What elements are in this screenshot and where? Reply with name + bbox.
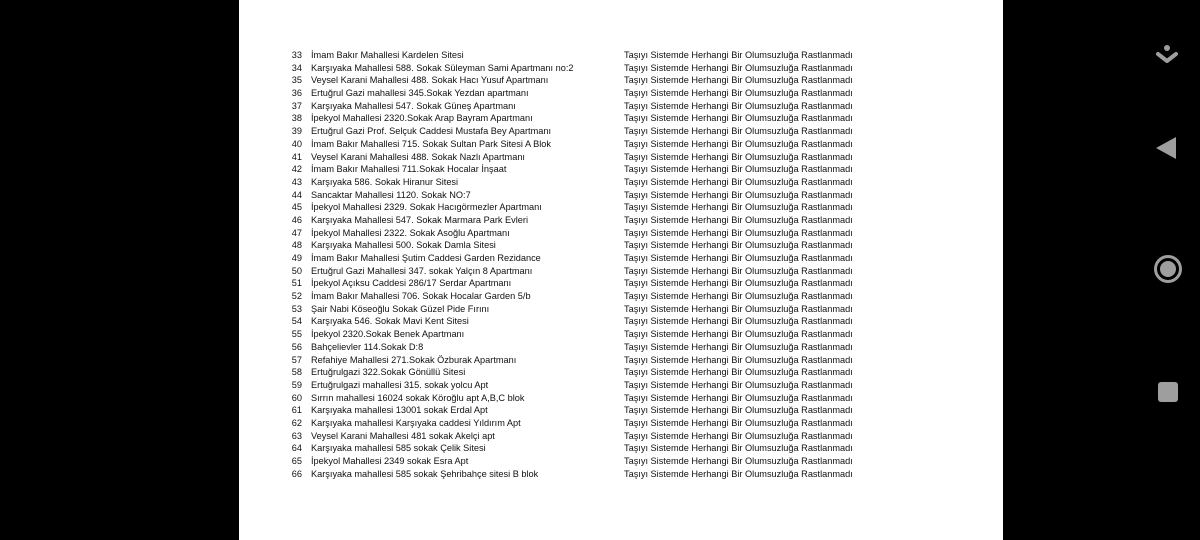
recents-icon[interactable] — [1157, 381, 1179, 403]
row-address: Bahçelievler 114.Sokak D:8 — [311, 341, 424, 352]
table-row — [239, 239, 1003, 252]
row-address: Ertuğrul Gazi Prof. Selçuk Caddesi Mustafa Bey Apartmanı — [311, 126, 552, 137]
row-address: İpekyol Açıksu Caddesi 286/17 Serdar Apartmanı — [311, 278, 512, 289]
row-number: 47 — [291, 227, 302, 238]
row-address: Karşıyaka mahallesi 13001 sokak Erdal Apt — [311, 405, 488, 416]
row-number: 46 — [291, 214, 302, 225]
row-number: 55 — [291, 329, 302, 340]
table-row — [239, 277, 1003, 290]
table-row — [239, 265, 1003, 278]
row-number: 43 — [291, 176, 302, 187]
row-status: Taşıyı Sistemde Herhangi Bir Olumsuzluğa Rastlanmadı — [624, 176, 853, 187]
row-status: Taşıyı Sistemde Herhangi Bir Olumsuzluğa Rastlanmadı — [624, 392, 853, 403]
row-status: Taşıyı Sistemde Herhangi Bir Olumsuzluğa Rastlanmadı — [624, 100, 853, 111]
row-address: Karşıyaka Mahallesi 500. Sokak Damla Sitesi — [311, 240, 496, 251]
row-address: İmam Bakır Mahallesi 715. Sokak Sultan Park Sitesi A Blok — [311, 138, 552, 149]
back-icon[interactable] — [1153, 133, 1181, 163]
row-status: Taşıyı Sistemde Herhangi Bir Olumsuzluğa Rastlanmadı — [624, 189, 853, 200]
row-status: Taşıyı Sistemde Herhangi Bir Olumsuzluğa Rastlanmadı — [624, 430, 853, 441]
table-row — [239, 74, 1003, 87]
row-status: Taşıyı Sistemde Herhangi Bir Olumsuzluğa Rastlanmadı — [624, 214, 853, 225]
row-status: Taşıyı Sistemde Herhangi Bir Olumsuzluğa Rastlanmadı — [624, 50, 853, 60]
row-number: 57 — [291, 354, 302, 365]
row-number: 33 — [291, 50, 302, 60]
row-number: 42 — [291, 164, 302, 175]
row-number: 52 — [291, 291, 302, 302]
row-number: 53 — [291, 303, 302, 314]
row-address: Karşıyaka Mahallesi 547. Sokak Marmara Park Evleri — [311, 214, 529, 225]
row-status: Taşıyı Sistemde Herhangi Bir Olumsuzluğa Rastlanmadı — [624, 354, 853, 365]
table-row — [239, 430, 1003, 443]
table-row — [239, 290, 1003, 303]
row-number: 56 — [291, 341, 302, 352]
row-status: Taşıyı Sistemde Herhangi Bir Olumsuzluğa Rastlanmadı — [624, 341, 853, 352]
row-address: Veysel Karani Mahallesi 488. Sokak Nazlı Apartmanı — [311, 151, 525, 162]
row-address: İpekyol 2320.Sokak Benek Apartmanı — [311, 329, 465, 340]
row-address: Sancaktar Mahallesi 1120. Sokak NO:7 — [311, 189, 471, 200]
row-number: 36 — [291, 88, 302, 99]
table-row — [239, 125, 1003, 138]
row-status: Taşıyı Sistemde Herhangi Bir Olumsuzluğa Rastlanmadı — [624, 62, 853, 73]
row-status: Taşıyı Sistemde Herhangi Bir Olumsuzluğa Rastlanmadı — [624, 88, 853, 99]
table-row — [239, 49, 1003, 62]
download-icon[interactable] — [1155, 44, 1179, 68]
row-number: 61 — [291, 405, 302, 416]
table-row — [239, 328, 1003, 341]
row-address: Karşıyaka mahallesi 585 sokak Şehribahçe sitesi B blok — [311, 468, 539, 479]
row-address: İmam Bakır Mahallesi 706. Sokak Hocalar Garden 5/b — [311, 291, 531, 302]
row-status: Taşıyı Sistemde Herhangi Bir Olumsuzluğa Rastlanmadı — [624, 227, 853, 238]
row-number: 66 — [291, 468, 302, 479]
row-number: 44 — [291, 189, 302, 200]
row-address: Ertuğrulgazi mahallesi 315. sokak yolcu Apt — [311, 379, 489, 390]
row-address: İmam Bakır Mahallesi Şutim Caddesi Garden Rezidance — [311, 253, 541, 263]
table-row — [239, 62, 1003, 75]
row-address: Karşıyaka 546. Sokak Mavi Kent Sitesi — [311, 316, 469, 327]
row-number: 60 — [291, 392, 302, 403]
table-row — [239, 252, 1003, 265]
table-row — [239, 176, 1003, 189]
row-address: İmam Bakır Mahallesi Kardelen Sitesi — [311, 50, 464, 60]
table-row — [239, 392, 1003, 405]
row-address: Sırrın mahallesi 16024 sokak Köroğlu apt A,B,C blok — [311, 392, 525, 403]
row-status: Taşıyı Sistemde Herhangi Bir Olumsuzluğa Rastlanmadı — [624, 253, 853, 263]
document-page — [239, 0, 1003, 540]
row-address: İpekyol Mahallesi 2320.Sokak Arap Bayram Apartmanı — [311, 113, 533, 124]
row-status: Taşıyı Sistemde Herhangi Bir Olumsuzluğa Rastlanmadı — [624, 164, 853, 175]
row-status: Taşıyı Sistemde Herhangi Bir Olumsuzluğa Rastlanmadı — [624, 443, 853, 454]
row-address: Şair Nabi Köseoğlu Sokak Güzel Pide Fırını — [311, 303, 490, 314]
row-number: 37 — [291, 100, 302, 111]
document-table — [239, 49, 1003, 480]
row-number: 54 — [291, 316, 302, 327]
row-address: İmam Bakır Mahallesi 711.Sokak Hocalar İnşaat — [311, 164, 507, 175]
row-number: 50 — [291, 265, 302, 276]
table-row — [239, 303, 1003, 316]
table-row — [239, 468, 1003, 481]
table-row — [239, 100, 1003, 113]
row-status: Taşıyı Sistemde Herhangi Bir Olumsuzluğa Rastlanmadı — [624, 456, 853, 466]
row-status: Taşıyı Sistemde Herhangi Bir Olumsuzluğa Rastlanmadı — [624, 417, 853, 428]
row-number: 51 — [291, 278, 302, 289]
row-status: Taşıyı Sistemde Herhangi Bir Olumsuzluğa Rastlanmadı — [624, 126, 853, 137]
table-row — [239, 138, 1003, 151]
row-address: İpekyol Mahallesi 2349 sokak Esra Apt — [311, 456, 469, 466]
row-address: Refahiye Mahallesi 271.Sokak Özburak Apartmanı — [311, 354, 517, 365]
row-number: 48 — [291, 240, 302, 251]
row-number: 40 — [291, 138, 302, 149]
row-status: Taşıyı Sistemde Herhangi Bir Olumsuzluğa Rastlanmadı — [624, 151, 853, 162]
row-number: 58 — [291, 367, 302, 378]
table-row — [239, 151, 1003, 164]
row-number: 34 — [291, 62, 302, 73]
row-address: Karşıyaka mahallesi 585 sokak Çelik Sitesi — [311, 443, 486, 454]
table-row — [239, 354, 1003, 367]
row-status: Taşıyı Sistemde Herhangi Bir Olumsuzluğa Rastlanmadı — [624, 278, 853, 289]
table-row — [239, 455, 1003, 468]
row-address: Karşıyaka mahallesi Karşıyaka caddesi Yıldırım Apt — [311, 417, 521, 428]
row-address: Ertuğrul Gazi mahallesi 345.Sokak Yezdan apartmanı — [311, 88, 529, 99]
table-row — [239, 227, 1003, 240]
row-number: 39 — [291, 126, 302, 137]
row-status: Taşıyı Sistemde Herhangi Bir Olumsuzluğa Rastlanmadı — [624, 240, 853, 251]
row-status: Taşıyı Sistemde Herhangi Bir Olumsuzluğa Rastlanmadı — [624, 75, 853, 86]
row-number: 65 — [291, 456, 302, 466]
table-row — [239, 201, 1003, 214]
row-status: Taşıyı Sistemde Herhangi Bir Olumsuzluğa Rastlanmadı — [624, 202, 853, 213]
row-number: 59 — [291, 379, 302, 390]
table-row — [239, 417, 1003, 430]
row-status: Taşıyı Sistemde Herhangi Bir Olumsuzluğa Rastlanmadı — [624, 468, 853, 479]
row-status: Taşıyı Sistemde Herhangi Bir Olumsuzluğa Rastlanmadı — [624, 265, 853, 276]
table-row — [239, 87, 1003, 100]
row-number: 35 — [291, 75, 302, 86]
table-row — [239, 189, 1003, 202]
table-row — [239, 366, 1003, 379]
table-row — [239, 379, 1003, 392]
row-address: Ertuğrulgazi 322.Sokak Gönüllü Sitesi — [311, 367, 466, 378]
row-number: 49 — [291, 253, 302, 263]
row-address: Karşıyaka 586. Sokak Hiranur Sitesi — [311, 176, 459, 187]
table-row — [239, 404, 1003, 417]
home-icon[interactable] — [1153, 254, 1183, 284]
row-number: 38 — [291, 113, 302, 124]
table-row — [239, 315, 1003, 328]
row-address: İpekyol Mahallesi 2322. Sokak Asoğlu Apartmanı — [311, 227, 510, 238]
row-status: Taşıyı Sistemde Herhangi Bir Olumsuzluğa Rastlanmadı — [624, 405, 853, 416]
row-address: İpekyol Mahallesi 2329. Sokak Hacıgörmezler Apartmanı — [311, 202, 542, 213]
row-status: Taşıyı Sistemde Herhangi Bir Olumsuzluğa Rastlanmadı — [624, 379, 853, 390]
row-status: Taşıyı Sistemde Herhangi Bir Olumsuzluğa Rastlanmadı — [624, 367, 853, 378]
row-address: Veysel Karani Mahallesi 488. Sokak Hacı Yusuf Apartmanı — [311, 75, 549, 86]
table-row — [239, 442, 1003, 455]
row-number: 45 — [291, 202, 302, 213]
table-row — [239, 341, 1003, 354]
row-status: Taşıyı Sistemde Herhangi Bir Olumsuzluğa Rastlanmadı — [624, 329, 853, 340]
row-address: Veysel Karani Mahallesi 481 sokak Akelçi apt — [311, 430, 495, 441]
row-status: Taşıyı Sistemde Herhangi Bir Olumsuzluğa Rastlanmadı — [624, 138, 853, 149]
table-row — [239, 163, 1003, 176]
row-number: 62 — [291, 417, 302, 428]
row-number: 63 — [291, 430, 302, 441]
row-status: Taşıyı Sistemde Herhangi Bir Olumsuzluğa Rastlanmadı — [624, 291, 853, 302]
table-row — [239, 112, 1003, 125]
navigation-bar — [1135, 0, 1200, 540]
row-number: 64 — [291, 443, 302, 454]
row-number: 41 — [291, 151, 302, 162]
table-row — [239, 214, 1003, 227]
row-address: Karşıyaka Mahallesi 588. Sokak Süleyman Sami Apartmanı no:2 — [311, 62, 574, 73]
row-status: Taşıyı Sistemde Herhangi Bir Olumsuzluğa Rastlanmadı — [624, 113, 853, 124]
row-address: Ertuğrul Gazi Mahallesi 347. sokak Yalçın 8 Apartmanı — [311, 265, 533, 276]
row-status: Taşıyı Sistemde Herhangi Bir Olumsuzluğa Rastlanmadı — [624, 316, 853, 327]
row-address: Karşıyaka Mahallesi 547. Sokak Güneş Apartmanı — [311, 100, 516, 111]
row-status: Taşıyı Sistemde Herhangi Bir Olumsuzluğa Rastlanmadı — [624, 303, 853, 314]
